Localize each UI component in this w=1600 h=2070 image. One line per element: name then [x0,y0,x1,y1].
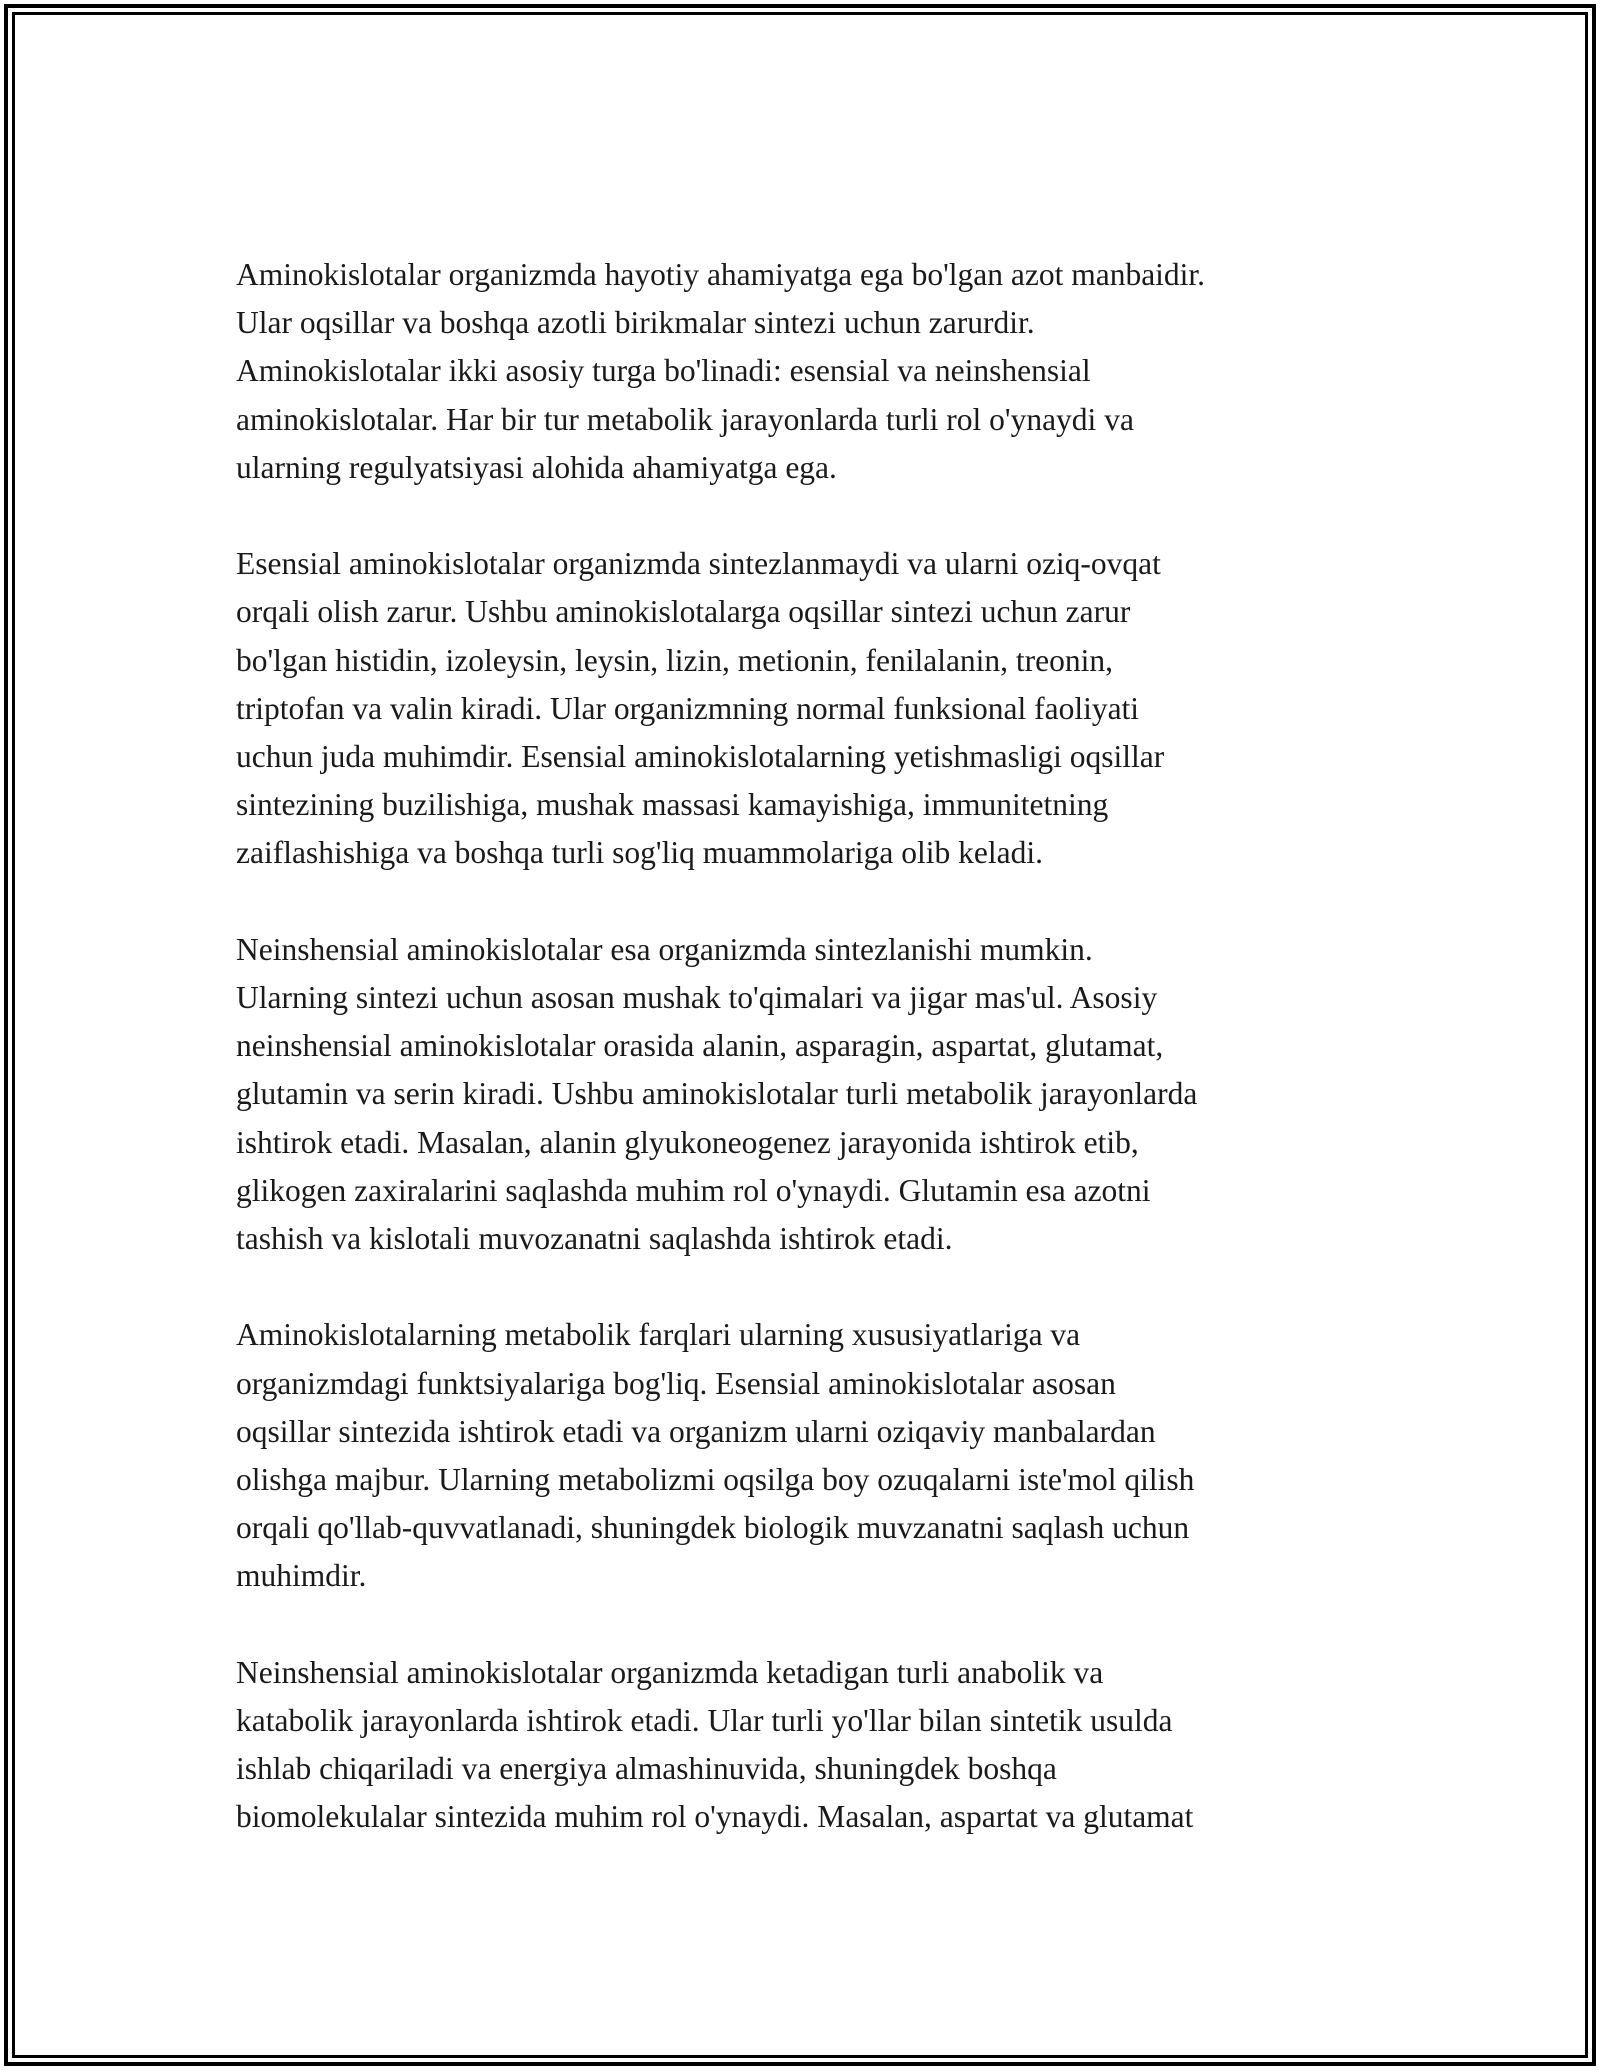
text-line: tashish va kislotali muvozanatni saqlashda ishtirok etadi. [236,1221,953,1257]
text-line: sintezining buzilishiga, mushak massasi kamayishiga, immunitetning [236,787,1109,823]
text-line: ularning regulyatsiyasi alohida ahamiyatga ega. [236,449,837,485]
text-line: ishtirok etadi. Masalan, alanin glyukoneogenez jarayonida ishtirok etib, [236,1124,1139,1160]
text-line: orqali qo'llab-quvvatlanadi, shuningdek biologik muvzanatni saqlash uchun [236,1510,1190,1546]
text-line: olishga majbur. Ularning metabolizmi oqsilga boy ozuqalarni iste'mol qilish [236,1462,1195,1498]
text-line: ishlab chiqariladi va energiya almashinuvida, shuningdek boshqa [236,1751,1057,1787]
text-line: Aminokislotalar ikki asosiy turga bo'linadi: esensial va neinshensial [236,353,1091,389]
text-line: katabolik jarayonlarda ishtirok etadi. Ular turli yo'llar bilan sintetik usulda [236,1703,1173,1739]
paragraph-anabolic-catabolic [236,1649,1396,1842]
text-line: Ular oqsillar va boshqa azotli birikmalar sintezi uchun zarurdir. [236,305,1035,341]
paragraph-intro [236,251,1396,492]
text-line: zaiflashishiga va boshqa turli sog'liq muammolariga olib keladi. [236,835,1044,871]
paragraph-essential [236,540,1396,877]
text-line: uchun juda muhimdir. Esensial aminokislotalarning yetishmasligi oqsillar [236,739,1165,775]
text-line: bo'lgan histidin, izoleysin, leysin, lizin, metionin, fenilalanin, treonin, [236,642,1114,678]
text-line: glikogen zaxiralarini saqlashda muhim rol o'ynaydi. Glutamin esa azotni [236,1172,1151,1208]
text-line: glutamin va serin kiradi. Ushbu aminokislotalar turli metabolik jarayonlarda [236,1076,1198,1112]
text-line: triptofan va valin kiradi. Ular organizmning normal funksional faoliyati [236,690,1140,726]
text-line: Ularning sintezi uchun asosan mushak to'qimalari va jigar mas'ul. Asosiy [236,980,1158,1016]
text-line: Neinshensial aminokislotalar organizmda ketadigan turli anabolik va [236,1654,1104,1690]
text-line: muhimdir. [236,1558,367,1594]
text-line: Esensial aminokislotalar organizmda sintezlanmaydi va ularni oziq-ovqat [236,546,1161,582]
text-line: orqali olish zarur. Ushbu aminokislotalarga oqsillar sintezi uchun zarur [236,594,1131,630]
text-line: biomolekulalar sintezida muhim rol o'ynaydi. Masalan, aspartat va glutamat [236,1799,1194,1835]
text-line: Neinshensial aminokislotalar esa organizmda sintezlanishi mumkin. [236,931,1093,967]
text-line: Aminokislotalarning metabolik farqlari ularning xususiyatlariga va [236,1317,1081,1353]
document-body [236,251,1396,1890]
paragraph-nonessential [236,926,1396,1263]
text-line: aminokislotalar. Har bir tur metabolik jarayonlarda turli rol o'ynaydi va [236,401,1134,437]
text-line: Aminokislotalar organizmda hayotiy ahamiyatga ega bo'lgan azot manbaidir. [236,257,1206,292]
text-line: organizmdagi funktsiyalariga bog'liq. Esensial aminokislotalar asosan [236,1365,1116,1401]
text-line: oqsillar sintezida ishtirok etadi va organizm ularni oziqaviy manbalardan [236,1413,1156,1449]
text-line: neinshensial aminokislotalar orasida alanin, asparagin, aspartat, glutamat, [236,1028,1164,1064]
paragraph-metabolic-differences [236,1311,1396,1600]
